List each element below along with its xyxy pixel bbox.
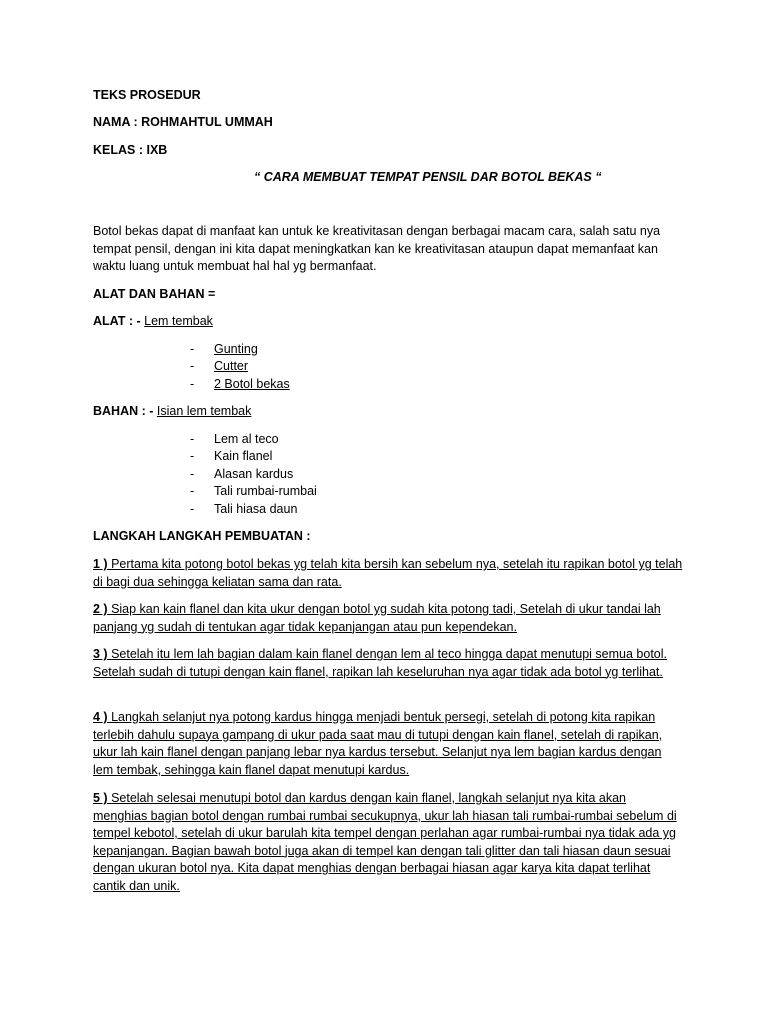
doc-type: TEKS PROSEDUR (93, 88, 201, 102)
step-number: 3 ) (93, 647, 108, 661)
step-text: Pertama kita potong botol bekas yg telah kita bersih kan sebelum nya, setelah itu rapikan botol yg telah di bagi dua sehingga keliatan sama dan rata. (93, 557, 683, 589)
step-4 (93, 709, 683, 779)
list-dash: - (190, 432, 195, 446)
bahan-item: Kain flanel (214, 449, 273, 463)
student-class: KELAS : IXB (93, 143, 168, 157)
alat-bahan-heading: ALAT DAN BAHAN = (93, 287, 216, 301)
step-number: 1 ) (93, 557, 108, 571)
alat-item: 2 Botol bekas (214, 377, 290, 391)
intro-paragraph: Botol bekas dapat di manfaat kan untuk ke kreativitasan dengan berbagai macam cara, salah satu nya tempat pensil, dengan ini kita dapat meningkatkan kan ke kreativitasan ataupun dapat memanfaat kan waktu luang untuk membuat hal hal yg bermanfaat. (93, 224, 661, 273)
langkah-heading: LANGKAH LANGKAH PEMBUATAN : (93, 529, 311, 543)
step-number: 5 ) (93, 791, 108, 805)
bahan-item: Lem al teco (214, 432, 279, 446)
alat-item: Gunting (214, 342, 258, 356)
step-2 (93, 601, 683, 636)
bahan-label: BAHAN : - (93, 404, 157, 418)
step-1 (93, 556, 683, 591)
student-name: NAMA : ROHMAHTUL UMMAH (93, 115, 273, 129)
alat-first-item: Lem tembak (144, 314, 213, 328)
bahan-item: Tali rumbai-rumbai (214, 484, 317, 498)
step-3 (93, 646, 683, 681)
alat-item: Cutter (214, 359, 249, 373)
list-dash: - (190, 377, 195, 391)
document-title: “ CARA MEMBUAT TEMPAT PENSIL DAR BOTOL BEKAS “ (254, 170, 602, 184)
alat-label: ALAT : - (93, 314, 145, 328)
bahan-item: Tali hiasa daun (214, 502, 298, 516)
alat-line (93, 313, 213, 330)
step-number: 2 ) (93, 602, 108, 616)
step-5 (93, 790, 683, 895)
list-dash: - (190, 502, 195, 516)
step-text: Setelah itu lem lah bagian dalam kain flanel dengan lem al teco hingga dapat menutupi semua botol. Setelah sudah di tutupi dengan kain flanel, rapikan lah keseluruhan nya agar tidak ada botol yg terlihat. (93, 647, 667, 679)
step-text: Langkah selanjut nya potong kardus hingga menjadi bentuk persegi, setelah di potong kita rapikan terlebih dahulu supaya gampang di ukur pada saat mau di tutupi dengan kain flanel, setelah di rapikan, ukur lah kain flanel dengan panjang lebar nya kardus tersebut. Selanjut nya lem bagian kardus dengan lem tembak, sehingga kain flanel dapat menutupi kardus. (93, 710, 663, 777)
list-dash: - (190, 484, 195, 498)
list-dash: - (190, 449, 195, 463)
bahan-item: Alasan kardus (214, 467, 294, 481)
step-text: Setelah selesai menutupi botol dan kardus dengan kain flanel, langkah selanjut nya kita akan menghias bagian botol dengan rumbai rumbai secukupnya, ukur lah hiasan tali rumbai-rumbai sebelum di tempel kebotol, setelah di ukur barulah kita tempel dengan perlahan agar rumbai-rumbai nya tidak ada yg kepanjangan. Bagian bawah botol juga akan di tempel kan dengan tali glitter dan tali hiasan daun sesuai dengan ukuran botol nya. Kita dapat menghias dengan berbagai hiasan agar karya kita dapat terlihat cantik dan unik. (93, 791, 677, 893)
step-number: 4 ) (93, 710, 108, 724)
bahan-first-item: Isian lem tembak (156, 404, 252, 418)
list-dash: - (190, 359, 195, 373)
list-dash: - (190, 467, 195, 481)
bahan-line (93, 403, 251, 420)
list-dash: - (190, 342, 195, 356)
step-text: Siap kan kain flanel dan kita ukur dengan botol yg sudah kita potong tadi, Setelah di ukur tandai lah panjang yg sudah di tentukan agar tidak kepanjangan atau pun kependekan. (93, 602, 661, 634)
